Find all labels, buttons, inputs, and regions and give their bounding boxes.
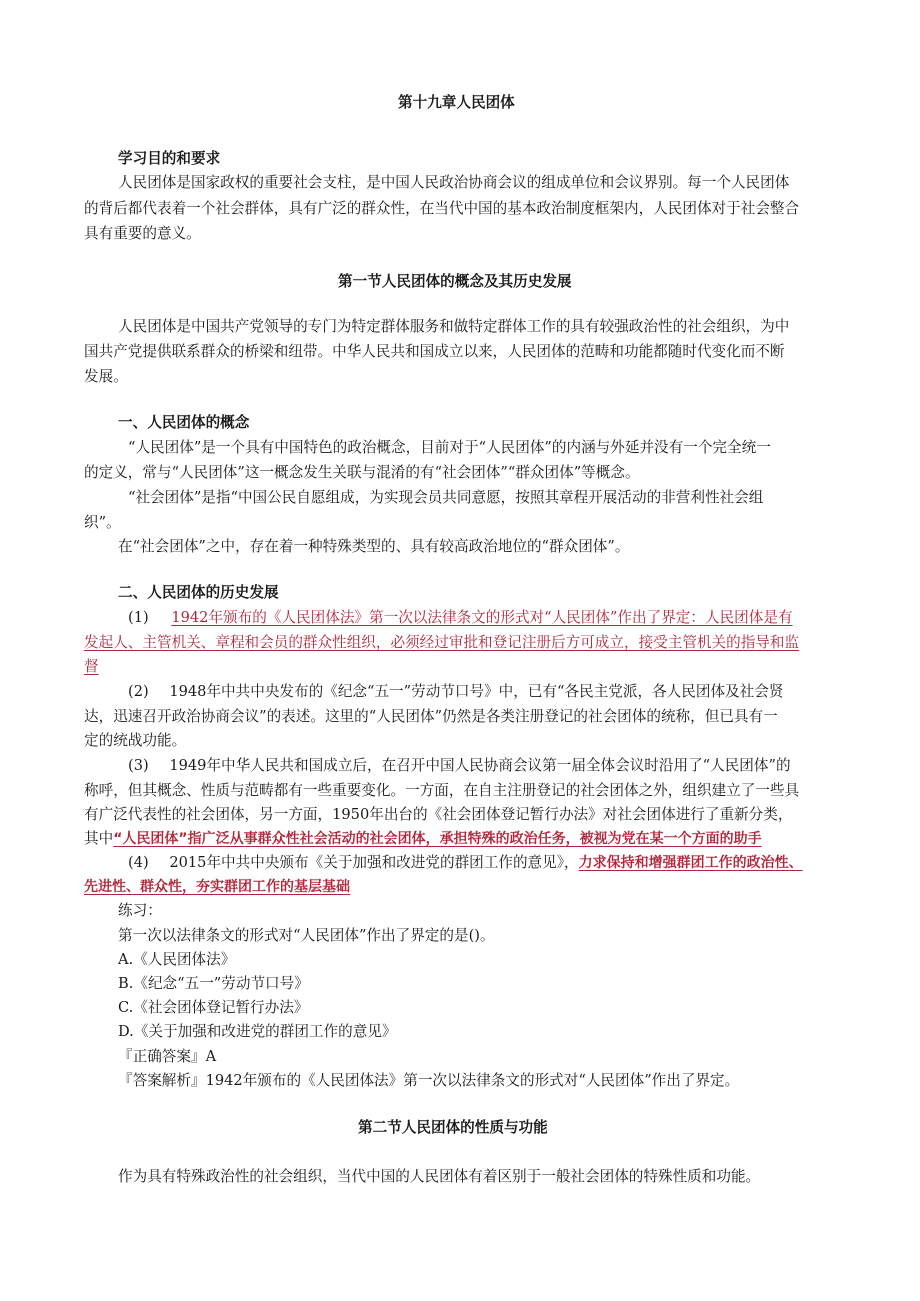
intro-line: 的背后都代表着一个社会群体，具有广泛的群众性，在当代中国的基本政治制度框架内，人民团体对于社会整合 xyxy=(84,200,800,217)
item-text: 1948年中共中央发布的《纪念“五一”劳动节口号》中，已有“各民主党派，各人民团体及社会贤 xyxy=(169,683,784,700)
exercise-label: 练习： xyxy=(118,902,162,919)
history-item-3-line: 有广泛代表性的社会团体，另一方面，1950年出台的《社会团体登记暂行办法》对社会团体进行了重新分类， xyxy=(84,806,793,823)
section1-intro-line: 发展。 xyxy=(84,368,128,385)
item-number: (4) xyxy=(128,854,149,871)
history-item-4 xyxy=(128,852,803,874)
history-item-4-line: 先进性、群众性，夯实群团工作的基层基础 xyxy=(84,879,350,895)
intro-line: 人民团体是国家政权的重要社会支柱，是中国人民政治协商会议的组成单位和会议界别。每一个人民团体 xyxy=(118,174,790,191)
section2-line: 作为具有特殊政治性的社会组织，当代中国的人民团体有着区别于一般社会团体的特殊性质和功能。 xyxy=(118,1168,761,1185)
concept-line: 在“社会团体”之中，存在着一种特殊类型的、具有较高政治地位的“群众团体”。 xyxy=(118,538,630,555)
exercise-option: C.《社会团体登记暂行办法》 xyxy=(118,999,309,1016)
intro-line: 具有重要的意义。 xyxy=(84,225,201,242)
history-item-1 xyxy=(128,607,793,629)
item-number: (1) xyxy=(128,609,149,626)
highlighted-text: 力求保持和增强群团工作的政治性、 xyxy=(578,855,803,871)
history-item-1-line: 督 xyxy=(84,658,99,675)
exercise-option: D.《关于加强和改进党的群团工作的意见》 xyxy=(118,1023,397,1040)
chapter-title: 第十九章人民团体 xyxy=(398,94,515,111)
exercise-answer: 『正确答案』A xyxy=(118,1048,217,1065)
highlighted-text: 1942年颁布的《人民团体法》第一次以法律条文的形式对“人民团体”作出了界定：人民团体是有 xyxy=(171,609,793,626)
history-item-2-line: 达，迅速召开政治协商会议”的表述。这里的“人民团体”仍然是各类注册登记的社会团体的统称，但已具有一 xyxy=(84,708,778,725)
section2-title: 第二节人民团体的性质与功能 xyxy=(358,1119,548,1136)
history-item-3 xyxy=(128,755,791,777)
exercise-option: A.《人民团体法》 xyxy=(118,951,236,968)
concept-line: 织”。 xyxy=(84,514,121,531)
exercise-question: 第一次以法律条文的形式对“人民团体”作出了界定的是()。 xyxy=(118,927,495,944)
highlighted-text: “人民团体”指广泛从事群众性社会活动的社会团体，承担特殊的政治任务，被视为党在某一个方面的助手 xyxy=(113,831,762,847)
history-item-2-line: 定的统战功能。 xyxy=(84,732,187,749)
history-item-3-line xyxy=(84,828,762,850)
concept-heading: 一、人民团体的概念 xyxy=(118,414,250,431)
item-text: 其中 xyxy=(84,830,114,847)
concept-line: “社会团体”是指“中国公民自愿组成，为实现会员共同意愿，按照其章程开展活动的非营利性社会组 xyxy=(128,489,764,506)
section1-title: 第一节人民团体的概念及其历史发展 xyxy=(338,273,572,290)
item-text: 1949年中华人民共和国成立后，在召开中国人民协商会议第一届全体会议时沿用了“人民团体”的 xyxy=(169,757,791,774)
exercise-option: B.《纪念“五一”劳动节口号》 xyxy=(118,975,309,992)
history-item-2 xyxy=(128,681,783,703)
concept-line: 的定义，常与“人民团体”这一概念发生关联与混淆的有“社会团体”“群众团体”等概念。 xyxy=(84,464,640,481)
exercise-analysis: 『答案解析』1942年颁布的《人民团体法》第一次以法律条文的形式对“人民团体”作出了界定。 xyxy=(118,1072,740,1089)
concept-line: “人民团体”是一个具有中国特色的政治概念，目前对于“人民团体”的内涵与外延并没有一个完全统一 xyxy=(128,439,771,456)
item-number: (2) xyxy=(128,683,149,700)
section1-intro-line: 人民团体是中国共产党领导的专门为特定群体服务和做特定群体工作的具有较强政治性的社会组织，为中 xyxy=(118,318,790,335)
item-number: (3) xyxy=(128,757,149,774)
history-item-3-line: 称呼，但其概念、性质与范畴都有一些重要变化。一方面，在自主注册登记的社会团体之外，组织建立了一些具 xyxy=(84,782,800,799)
section1-intro-line: 国共产党提供联系群众的桥梁和纽带。中华人民共和国成立以来，人民团体的范畴和功能都随时代变化而不断 xyxy=(84,343,785,360)
item-text: 2015年中共中央颁布《关于加强和改进党的群团工作的意见》， xyxy=(169,854,579,871)
history-item-1-line: 发起人、主管机关、章程和会员的群众性组织，必须经过审批和登记注册后方可成立，接受主管机关的指导和监 xyxy=(84,634,800,651)
intro-heading: 学习目的和要求 xyxy=(118,150,221,167)
history-heading: 二、人民团体的历史发展 xyxy=(118,584,279,601)
